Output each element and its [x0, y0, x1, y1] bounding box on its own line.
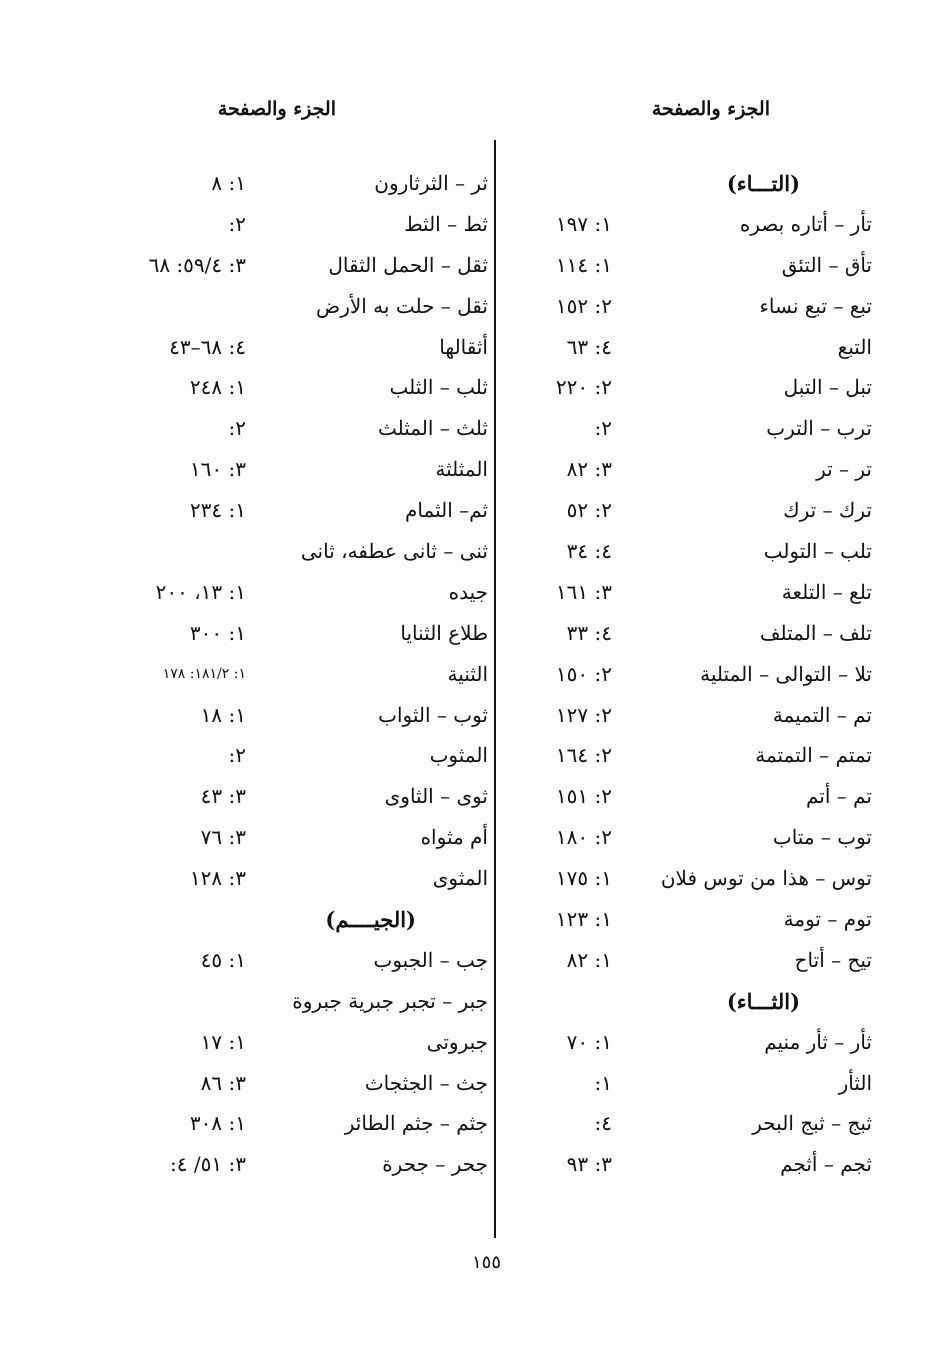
entry-volume-page: ٢: ١٥٢: [555, 293, 612, 318]
entry-volume-page: ١: ١٧٥: [555, 866, 612, 891]
entry-volume-page: ٢: ٥٢: [566, 498, 612, 523]
right-column-header: الجزء والصفحة: [651, 98, 770, 120]
entry-volume-page: ٢: ١٦٤: [555, 743, 612, 768]
entry-term: ترب – الترب: [766, 416, 872, 441]
entry-term: جبروتى: [426, 1029, 488, 1054]
entry-term: تم – أتم: [805, 784, 872, 809]
index-entry: [110, 533, 496, 574]
entry-volume-page: ٣: ٥٩/٤: ٦٨: [148, 252, 246, 277]
entry-volume-page: ٣: ٧٦: [200, 825, 246, 850]
entry-volume-page: ٢:: [228, 743, 246, 768]
entry-term: المثلثة: [435, 457, 488, 482]
entry-term: توب – متاب: [772, 825, 872, 850]
entry-volume-page: ١: ٣٠٠: [189, 620, 246, 645]
page-number: ١٥٥: [472, 1252, 502, 1273]
entry-term: ثقل – حلت به الأرض: [316, 293, 488, 318]
entry-volume-page: ٢:: [228, 211, 246, 236]
entry-term: تمتم – التمتمة: [755, 743, 872, 768]
index-entry: [520, 247, 880, 288]
entry-term: توم – تومة: [783, 907, 872, 932]
section-heading: [110, 901, 496, 942]
index-entry: [520, 1065, 880, 1106]
entry-volume-page: ١: ٧٠: [566, 1029, 612, 1054]
entry-volume-page: ٣: ٥١/ ٤:: [170, 1152, 246, 1177]
entry-volume-page: ٤: ٦٨–٤٣: [169, 334, 246, 359]
index-entry: [110, 983, 496, 1024]
entry-volume-page: ٤: ٣٤: [566, 539, 612, 564]
entry-term: ترك – ترك: [783, 498, 872, 523]
index-entry: [520, 1105, 880, 1146]
entry-term: ثبج – ثبج البحر: [752, 1111, 872, 1136]
index-entry: [110, 615, 496, 656]
entry-volume-page: ١: ١٢٣: [555, 907, 612, 932]
entry-term: التبع: [837, 334, 872, 359]
index-entry: [110, 1105, 496, 1146]
entry-term: تلع – التلعة: [781, 579, 872, 604]
index-entry: [520, 369, 880, 410]
entry-term: ثوب – الثواب: [378, 702, 488, 727]
entry-volume-page: ٢: ١٢٧: [555, 702, 612, 727]
index-entry: [110, 1146, 496, 1187]
section-heading: [520, 983, 880, 1024]
entry-volume-page: ١: ٢٣٤: [189, 498, 246, 523]
entry-volume-page: ١: ٨٢: [566, 947, 612, 972]
entry-term: تلا – التوالى – المتلية: [700, 661, 872, 686]
index-entry: [110, 247, 496, 288]
index-entry: [520, 860, 880, 901]
entry-term: ثر – الثرثارون: [374, 171, 488, 195]
entry-term: (التـــاء): [726, 171, 800, 196]
index-entry: [520, 329, 880, 370]
index-entry: [110, 860, 496, 901]
entry-term: تر – تر: [816, 457, 872, 482]
entry-term: المثوى: [432, 866, 488, 891]
entry-term: تلف – المتلف: [759, 620, 872, 645]
entry-volume-page: ٢: ١٥١: [555, 784, 612, 809]
right-index-rows: [520, 165, 880, 1187]
entry-term: ثجم – أثجم: [780, 1152, 872, 1177]
entry-term: ثأر – ثأر منيم: [764, 1029, 872, 1054]
index-entry: [110, 206, 496, 247]
index-entry: [520, 615, 880, 656]
index-entry: [520, 1146, 880, 1187]
entry-volume-page: ١: ١١٤: [555, 252, 612, 277]
entry-term: جب – الجبوب: [373, 947, 488, 972]
entry-term: ثلب – الثلب: [389, 375, 488, 400]
entry-term: ثنى – ثانى عطفه، ثانى: [300, 539, 488, 564]
index-entry: [110, 697, 496, 738]
left-column-header: الجزء والصفحة: [217, 98, 336, 120]
index-entry: [110, 656, 496, 697]
section-heading: [520, 165, 880, 206]
entry-volume-page: ٣: ١٦٠: [189, 457, 246, 482]
index-entry: [110, 1065, 496, 1106]
entry-term: طلاع الثنايا: [400, 620, 488, 645]
entry-term: أثقالها: [439, 334, 488, 359]
entry-term: جيده: [448, 579, 488, 604]
index-entry: [110, 574, 496, 615]
index-entry: [520, 656, 880, 697]
entry-term: تلب – التولب: [763, 539, 872, 564]
entry-term: جثم – جثم الطائر: [344, 1111, 488, 1136]
entry-term: ثقل – الحمل الثقال: [328, 252, 488, 277]
entry-term: توس – هذا من توس فلان: [660, 866, 872, 891]
index-entry: [520, 410, 880, 451]
entry-volume-page: ١: ٤٥: [200, 947, 246, 972]
entry-volume-page: ٣: ٤٣: [200, 784, 246, 809]
entry-term: الثأر: [838, 1070, 872, 1095]
entry-volume-page: ١: ٨: [211, 171, 246, 195]
entry-volume-page: ١: ١٧: [200, 1029, 246, 1054]
entry-term: (الجيــــم): [325, 907, 416, 933]
index-entry: [520, 697, 880, 738]
entry-term: أم مثواه: [420, 825, 488, 850]
index-entry: [520, 901, 880, 942]
entry-volume-page: ٢: ١٨٠: [555, 825, 612, 850]
entry-volume-page: ٣: ١٢٨: [189, 866, 246, 891]
entry-term: (الثـــاء): [726, 988, 800, 1014]
index-entry: [110, 942, 496, 983]
index-entry: [520, 492, 880, 533]
entry-volume-page: ٣: ١٦١: [555, 579, 612, 604]
index-entry: [520, 451, 880, 492]
index-entry: [110, 410, 496, 451]
entry-term: تبل – التبل: [783, 375, 872, 400]
entry-volume-page: ٢:: [594, 416, 612, 441]
index-entry: [520, 533, 880, 574]
index-entry: [110, 165, 496, 206]
index-entry: [520, 288, 880, 329]
entry-volume-page: ٤: ٣٣: [566, 620, 612, 645]
index-entry: [110, 492, 496, 533]
index-entry: [520, 574, 880, 615]
entry-term: الثنية: [447, 661, 488, 686]
entry-term: تم – التميمة: [772, 702, 872, 727]
entry-term: ثط – الثط: [404, 211, 488, 236]
left-index-rows: [110, 165, 496, 1187]
entry-volume-page: ١: ٣٠٨: [189, 1111, 246, 1136]
entry-term: تيح – أتاح: [794, 947, 872, 972]
entry-term: تأر – أتاره بصره: [739, 211, 872, 236]
entry-volume-page: ٢:: [228, 416, 246, 441]
index-entry: [110, 369, 496, 410]
entry-term: تأق – التئق: [781, 252, 872, 277]
index-entry: [110, 451, 496, 492]
index-entry: [110, 819, 496, 860]
index-entry: [110, 288, 496, 329]
entry-term: ثلث – المثلث: [377, 416, 488, 441]
entry-term: تبع – تبع نساء: [759, 293, 872, 318]
index-entry: [520, 778, 880, 819]
index-entry: [520, 1024, 880, 1065]
index-entry: [110, 778, 496, 819]
index-entry: [110, 1024, 496, 1065]
entry-volume-page: ١: ١٨: [200, 702, 246, 727]
entry-volume-page: ٢: ٢٢٠: [555, 375, 612, 400]
entry-volume-page: ٣: ٩٣: [566, 1152, 612, 1177]
entry-volume-page: ٤:: [594, 1111, 612, 1136]
entry-term: ثم– الثمام: [405, 498, 488, 523]
index-entry: [520, 737, 880, 778]
entry-term: ثوى – الثاوى: [384, 784, 488, 809]
entry-volume-page: ١: ١٣، ٢٠٠: [155, 579, 246, 604]
index-entry: [520, 942, 880, 983]
entry-volume-page: ١: ١٨١/٢: ١٧٨: [162, 665, 246, 682]
index-entry: [110, 737, 496, 778]
entry-volume-page: ١: ٢٤٨: [189, 375, 246, 400]
entry-volume-page: ١: ١٩٧: [555, 211, 612, 236]
entry-term: جث – الجثجاث: [364, 1070, 488, 1095]
entry-term: جبر – تجبر جبرية جبروة: [292, 988, 488, 1013]
index-entry: [520, 206, 880, 247]
entry-volume-page: ٣: ٨٢: [566, 457, 612, 482]
index-entry: [110, 329, 496, 370]
entry-volume-page: ٣: ٨٦: [200, 1070, 246, 1095]
index-entry: [520, 819, 880, 860]
entry-term: جحر – جحرة: [382, 1152, 488, 1177]
entry-term: المثوب: [429, 743, 488, 768]
entry-volume-page: ٢: ١٥٠: [555, 661, 612, 686]
entry-volume-page: ١:: [594, 1070, 612, 1095]
entry-volume-page: ٤: ٦٣: [566, 334, 612, 359]
